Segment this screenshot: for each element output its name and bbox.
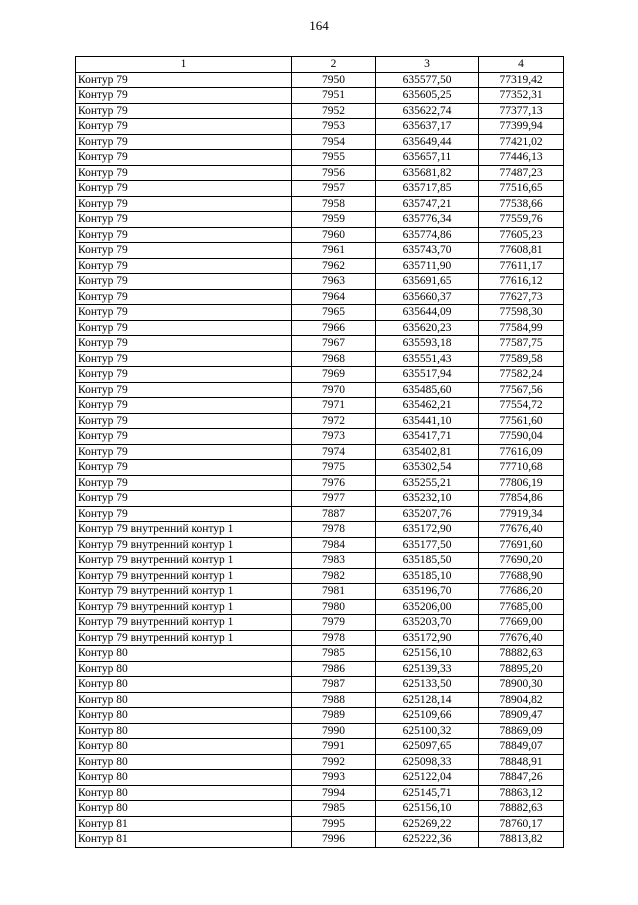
table-row <box>76 785 564 801</box>
x-coordinate-cell: 635462,21 <box>376 398 479 414</box>
x-coordinate-cell: 635517,94 <box>376 367 479 383</box>
point-number-cell: 7951 <box>292 88 376 104</box>
point-number-cell: 7991 <box>292 739 376 755</box>
y-coordinate-cell: 77676,40 <box>479 522 564 538</box>
point-number-cell: 7987 <box>292 677 376 693</box>
y-coordinate-cell: 77589,58 <box>479 351 564 367</box>
y-coordinate-cell: 77627,73 <box>479 289 564 305</box>
point-number-cell: 7981 <box>292 584 376 600</box>
table-row <box>76 72 564 88</box>
y-coordinate-cell: 77538,66 <box>479 196 564 212</box>
y-coordinate-cell: 77567,56 <box>479 382 564 398</box>
y-coordinate-cell: 77686,20 <box>479 584 564 600</box>
x-coordinate-cell: 635717,85 <box>376 181 479 197</box>
point-number-cell: 7968 <box>292 351 376 367</box>
contour-name-cell: Контур 80 <box>76 770 292 786</box>
contour-name-cell: Контур 79 <box>76 103 292 119</box>
table-row <box>76 305 564 321</box>
table-row <box>76 584 564 600</box>
table-row <box>76 770 564 786</box>
x-coordinate-cell: 635551,43 <box>376 351 479 367</box>
y-coordinate-cell: 77587,75 <box>479 336 564 352</box>
table-row <box>76 258 564 274</box>
x-coordinate-cell: 635743,70 <box>376 243 479 259</box>
contour-name-cell: Контур 79 внутренний контур 1 <box>76 568 292 584</box>
contour-name-cell: Контур 79 <box>76 305 292 321</box>
y-coordinate-cell: 77487,23 <box>479 165 564 181</box>
y-coordinate-cell: 77446,13 <box>479 150 564 166</box>
contour-name-cell: Контур 79 <box>76 398 292 414</box>
table-row <box>76 646 564 662</box>
y-coordinate-cell: 78882,63 <box>479 646 564 662</box>
column-header-4: 4 <box>479 57 564 73</box>
contour-name-cell: Контур 81 <box>76 816 292 832</box>
contour-name-cell: Контур 79 <box>76 382 292 398</box>
point-number-cell: 7963 <box>292 274 376 290</box>
table-row <box>76 692 564 708</box>
table-row <box>76 723 564 739</box>
x-coordinate-cell: 625145,71 <box>376 785 479 801</box>
x-coordinate-cell: 635185,10 <box>376 568 479 584</box>
y-coordinate-cell: 77590,04 <box>479 429 564 445</box>
column-header-1: 1 <box>76 57 292 73</box>
table-row <box>76 398 564 414</box>
table-row <box>76 491 564 507</box>
table-row <box>76 367 564 383</box>
x-coordinate-cell: 635681,82 <box>376 165 479 181</box>
y-coordinate-cell: 77616,09 <box>479 444 564 460</box>
table-row <box>76 708 564 724</box>
point-number-cell: 7982 <box>292 568 376 584</box>
point-number-cell: 7958 <box>292 196 376 212</box>
point-number-cell: 7969 <box>292 367 376 383</box>
table-row <box>76 832 564 848</box>
contour-name-cell: Контур 80 <box>76 801 292 817</box>
point-number-cell: 7962 <box>292 258 376 274</box>
point-number-cell: 7961 <box>292 243 376 259</box>
y-coordinate-cell: 77691,60 <box>479 537 564 553</box>
x-coordinate-cell: 635593,18 <box>376 336 479 352</box>
contour-name-cell: Контур 79 <box>76 134 292 150</box>
table-row <box>76 801 564 817</box>
contour-name-cell: Контур 79 <box>76 475 292 491</box>
point-number-cell: 7979 <box>292 615 376 631</box>
table-row <box>76 506 564 522</box>
column-header-2: 2 <box>292 57 376 73</box>
point-number-cell: 7973 <box>292 429 376 445</box>
x-coordinate-cell: 635172,90 <box>376 522 479 538</box>
x-coordinate-cell: 625100,32 <box>376 723 479 739</box>
contour-name-cell: Контур 80 <box>76 785 292 801</box>
y-coordinate-cell: 78849,07 <box>479 739 564 755</box>
point-number-cell: 7959 <box>292 212 376 228</box>
y-coordinate-cell: 77516,65 <box>479 181 564 197</box>
point-number-cell: 7983 <box>292 553 376 569</box>
y-coordinate-cell: 77616,12 <box>479 274 564 290</box>
y-coordinate-cell: 77377,13 <box>479 103 564 119</box>
contour-name-cell: Контур 79 внутренний контур 1 <box>76 584 292 600</box>
table-row <box>76 336 564 352</box>
table-row <box>76 429 564 445</box>
contour-name-cell: Контур 79 <box>76 227 292 243</box>
table-row <box>76 553 564 569</box>
x-coordinate-cell: 625222,36 <box>376 832 479 848</box>
y-coordinate-cell: 77582,24 <box>479 367 564 383</box>
contour-name-cell: Контур 79 <box>76 413 292 429</box>
table-row <box>76 615 564 631</box>
contour-name-cell: Контур 79 внутренний контур 1 <box>76 599 292 615</box>
x-coordinate-cell: 625133,50 <box>376 677 479 693</box>
contour-name-cell: Контур 79 внутренний контур 1 <box>76 630 292 646</box>
x-coordinate-cell: 635196,70 <box>376 584 479 600</box>
contour-name-cell: Контур 79 <box>76 119 292 135</box>
y-coordinate-cell: 78900,30 <box>479 677 564 693</box>
table-row <box>76 460 564 476</box>
point-number-cell: 7985 <box>292 801 376 817</box>
x-coordinate-cell: 635485,60 <box>376 382 479 398</box>
point-number-cell: 7985 <box>292 646 376 662</box>
table-row <box>76 413 564 429</box>
point-number-cell: 7996 <box>292 832 376 848</box>
contour-name-cell: Контур 79 внутренний контур 1 <box>76 522 292 538</box>
y-coordinate-cell: 77919,34 <box>479 506 564 522</box>
point-number-cell: 7887 <box>292 506 376 522</box>
table-row <box>76 243 564 259</box>
point-number-cell: 7964 <box>292 289 376 305</box>
point-number-cell: 7957 <box>292 181 376 197</box>
y-coordinate-cell: 77319,42 <box>479 72 564 88</box>
page-number: 164 <box>309 18 329 33</box>
x-coordinate-cell: 635177,50 <box>376 537 479 553</box>
point-number-cell: 7993 <box>292 770 376 786</box>
y-coordinate-cell: 77352,31 <box>479 88 564 104</box>
point-number-cell: 7953 <box>292 119 376 135</box>
x-coordinate-cell: 635441,10 <box>376 413 479 429</box>
table-row <box>76 165 564 181</box>
contour-name-cell: Контур 80 <box>76 661 292 677</box>
x-coordinate-cell: 635747,21 <box>376 196 479 212</box>
table-row <box>76 522 564 538</box>
contour-name-cell: Контур 79 <box>76 150 292 166</box>
table-row <box>76 181 564 197</box>
table-row <box>76 88 564 104</box>
y-coordinate-cell: 78882,63 <box>479 801 564 817</box>
contour-name-cell: Контур 79 <box>76 88 292 104</box>
x-coordinate-cell: 635691,65 <box>376 274 479 290</box>
table-row <box>76 320 564 336</box>
point-number-cell: 7950 <box>292 72 376 88</box>
y-coordinate-cell: 78848,91 <box>479 754 564 770</box>
point-number-cell: 7994 <box>292 785 376 801</box>
point-number-cell: 7952 <box>292 103 376 119</box>
x-coordinate-cell: 635637,17 <box>376 119 479 135</box>
x-coordinate-cell: 635203,70 <box>376 615 479 631</box>
x-coordinate-cell: 635302,54 <box>376 460 479 476</box>
table-row <box>76 196 564 212</box>
point-number-cell: 7989 <box>292 708 376 724</box>
contour-name-cell: Контур 80 <box>76 723 292 739</box>
y-coordinate-cell: 77710,68 <box>479 460 564 476</box>
point-number-cell: 7977 <box>292 491 376 507</box>
point-number-cell: 7995 <box>292 816 376 832</box>
x-coordinate-cell: 635644,09 <box>376 305 479 321</box>
table-row <box>76 119 564 135</box>
x-coordinate-cell: 635657,11 <box>376 150 479 166</box>
point-number-cell: 7990 <box>292 723 376 739</box>
x-coordinate-cell: 625156,10 <box>376 646 479 662</box>
table-row <box>76 150 564 166</box>
y-coordinate-cell: 78847,26 <box>479 770 564 786</box>
x-coordinate-cell: 635172,90 <box>376 630 479 646</box>
point-number-cell: 7967 <box>292 336 376 352</box>
y-coordinate-cell: 77554,72 <box>479 398 564 414</box>
table-row <box>76 274 564 290</box>
y-coordinate-cell: 77584,99 <box>479 320 564 336</box>
x-coordinate-cell: 635402,81 <box>376 444 479 460</box>
x-coordinate-cell: 635620,23 <box>376 320 479 336</box>
y-coordinate-cell: 78760,17 <box>479 816 564 832</box>
point-number-cell: 7956 <box>292 165 376 181</box>
coordinates-table <box>75 56 564 848</box>
table-row <box>76 444 564 460</box>
contour-name-cell: Контур 79 внутренний контур 1 <box>76 615 292 631</box>
x-coordinate-cell: 635622,74 <box>376 103 479 119</box>
contour-name-cell: Контур 79 <box>76 444 292 460</box>
y-coordinate-cell: 78869,09 <box>479 723 564 739</box>
point-number-cell: 7971 <box>292 398 376 414</box>
contour-name-cell: Контур 79 внутренний контур 1 <box>76 553 292 569</box>
contour-name-cell: Контур 79 <box>76 243 292 259</box>
x-coordinate-cell: 625098,33 <box>376 754 479 770</box>
y-coordinate-cell: 78863,12 <box>479 785 564 801</box>
table-row <box>76 568 564 584</box>
contour-name-cell: Контур 79 <box>76 429 292 445</box>
x-coordinate-cell: 635711,90 <box>376 258 479 274</box>
y-coordinate-cell: 78813,82 <box>479 832 564 848</box>
point-number-cell: 7955 <box>292 150 376 166</box>
contour-name-cell: Контур 80 <box>76 646 292 662</box>
x-coordinate-cell: 625269,22 <box>376 816 479 832</box>
y-coordinate-cell: 77669,00 <box>479 615 564 631</box>
table-row <box>76 537 564 553</box>
x-coordinate-cell: 635776,34 <box>376 212 479 228</box>
y-coordinate-cell: 78904,82 <box>479 692 564 708</box>
x-coordinate-cell: 635605,25 <box>376 88 479 104</box>
x-coordinate-cell: 635206,00 <box>376 599 479 615</box>
y-coordinate-cell: 77685,00 <box>479 599 564 615</box>
x-coordinate-cell: 635577,50 <box>376 72 479 88</box>
y-coordinate-cell: 77559,76 <box>479 212 564 228</box>
y-coordinate-cell: 77806,19 <box>479 475 564 491</box>
table-row <box>76 289 564 305</box>
y-coordinate-cell: 77598,30 <box>479 305 564 321</box>
table-row <box>76 754 564 770</box>
point-number-cell: 7965 <box>292 305 376 321</box>
contour-name-cell: Контур 81 <box>76 832 292 848</box>
point-number-cell: 7992 <box>292 754 376 770</box>
y-coordinate-cell: 77608,81 <box>479 243 564 259</box>
x-coordinate-cell: 635207,76 <box>376 506 479 522</box>
x-coordinate-cell: 625156,10 <box>376 801 479 817</box>
x-coordinate-cell: 625128,14 <box>376 692 479 708</box>
contour-name-cell: Контур 80 <box>76 739 292 755</box>
y-coordinate-cell: 78895,20 <box>479 661 564 677</box>
table-row <box>76 630 564 646</box>
x-coordinate-cell: 635660,37 <box>376 289 479 305</box>
contour-name-cell: Контур 79 <box>76 274 292 290</box>
table-row <box>76 475 564 491</box>
table-row <box>76 227 564 243</box>
y-coordinate-cell: 77421,02 <box>479 134 564 150</box>
point-number-cell: 7960 <box>292 227 376 243</box>
contour-name-cell: Контур 79 <box>76 351 292 367</box>
y-coordinate-cell: 77854,86 <box>479 491 564 507</box>
x-coordinate-cell: 635417,71 <box>376 429 479 445</box>
contour-name-cell: Контур 79 <box>76 72 292 88</box>
x-coordinate-cell: 635774,86 <box>376 227 479 243</box>
contour-name-cell: Контур 79 <box>76 258 292 274</box>
x-coordinate-cell: 635232,10 <box>376 491 479 507</box>
x-coordinate-cell: 625109,66 <box>376 708 479 724</box>
contour-name-cell: Контур 79 внутренний контур 1 <box>76 537 292 553</box>
y-coordinate-cell: 77688,90 <box>479 568 564 584</box>
point-number-cell: 7976 <box>292 475 376 491</box>
y-coordinate-cell: 77690,20 <box>479 553 564 569</box>
contour-name-cell: Контур 79 <box>76 491 292 507</box>
contour-name-cell: Контур 79 <box>76 367 292 383</box>
contour-name-cell: Контур 79 <box>76 181 292 197</box>
x-coordinate-cell: 625139,33 <box>376 661 479 677</box>
table-row <box>76 103 564 119</box>
y-coordinate-cell: 77561,60 <box>479 413 564 429</box>
y-coordinate-cell: 77676,40 <box>479 630 564 646</box>
point-number-cell: 7954 <box>292 134 376 150</box>
table-row <box>76 661 564 677</box>
point-number-cell: 7986 <box>292 661 376 677</box>
point-number-cell: 7978 <box>292 630 376 646</box>
x-coordinate-cell: 635255,21 <box>376 475 479 491</box>
y-coordinate-cell: 77605,23 <box>479 227 564 243</box>
table-row <box>76 677 564 693</box>
point-number-cell: 7970 <box>292 382 376 398</box>
contour-name-cell: Контур 80 <box>76 692 292 708</box>
point-number-cell: 7988 <box>292 692 376 708</box>
contour-name-cell: Контур 79 <box>76 320 292 336</box>
contour-name-cell: Контур 80 <box>76 677 292 693</box>
contour-name-cell: Контур 80 <box>76 754 292 770</box>
point-number-cell: 7978 <box>292 522 376 538</box>
table-row <box>76 351 564 367</box>
y-coordinate-cell: 77611,17 <box>479 258 564 274</box>
table-row <box>76 599 564 615</box>
y-coordinate-cell: 78909,47 <box>479 708 564 724</box>
point-number-cell: 7975 <box>292 460 376 476</box>
x-coordinate-cell: 635185,50 <box>376 553 479 569</box>
table-row <box>76 739 564 755</box>
contour-name-cell: Контур 79 <box>76 165 292 181</box>
point-number-cell: 7984 <box>292 537 376 553</box>
contour-name-cell: Контур 79 <box>76 289 292 305</box>
table-row <box>76 134 564 150</box>
contour-name-cell: Контур 79 <box>76 506 292 522</box>
contour-name-cell: Контур 79 <box>76 460 292 476</box>
table-row <box>76 816 564 832</box>
contour-name-cell: Контур 79 <box>76 196 292 212</box>
contour-name-cell: Контур 79 <box>76 212 292 228</box>
point-number-cell: 7972 <box>292 413 376 429</box>
table-header-row <box>76 57 564 73</box>
point-number-cell: 7974 <box>292 444 376 460</box>
table-row <box>76 382 564 398</box>
contour-name-cell: Контур 79 <box>76 336 292 352</box>
x-coordinate-cell: 625122,04 <box>376 770 479 786</box>
point-number-cell: 7980 <box>292 599 376 615</box>
x-coordinate-cell: 625097,65 <box>376 739 479 755</box>
table-body <box>76 72 564 847</box>
table-row <box>76 212 564 228</box>
x-coordinate-cell: 635649,44 <box>376 134 479 150</box>
y-coordinate-cell: 77399,94 <box>479 119 564 135</box>
column-header-3: 3 <box>376 57 479 73</box>
contour-name-cell: Контур 80 <box>76 708 292 724</box>
point-number-cell: 7966 <box>292 320 376 336</box>
